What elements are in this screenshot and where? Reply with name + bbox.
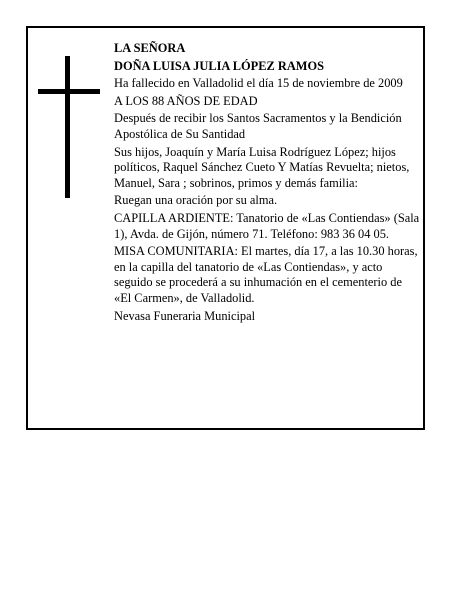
prayer-request: Ruegan una oración por su alma. bbox=[114, 193, 278, 208]
mass-details: MISA COMUNITARIA: El martes, día 17, a las 10.30 horas, en la capilla del tanatorio de «Las Contiendas», y acto seguido se procederá a su inhumación en el cementerio de «El Carmen», de Valladolid. bbox=[114, 244, 418, 305]
obituary-notice bbox=[26, 26, 425, 430]
funeral-home-name: Nevasa Funeraria Municipal bbox=[114, 308, 256, 323]
latin-cross-icon bbox=[38, 56, 100, 198]
cross-vertical-bar bbox=[65, 56, 70, 198]
death-announcement: Ha fallecido en Valladolid el día 15 de noviembre de 2009 bbox=[114, 76, 403, 91]
sacraments-text: Después de recibir los Santos Sacramentos y la Bendición Apostólica de Su Santidad bbox=[114, 111, 402, 141]
notice-text-block bbox=[114, 41, 420, 326]
family-list: Sus hijos, Joaquín y María Luisa Rodríguez López; hijos políticos, Raquel Sánchez Cueto Y Matías Revuelta; nietos, Manuel, Sara ; sobrinos, primos y demás familia: bbox=[114, 144, 410, 190]
age-at-death: A LOS 88 AÑOS DE EDAD bbox=[114, 93, 258, 108]
deceased-name: DOÑA LUISA JULIA LÓPEZ RAMOS bbox=[114, 58, 324, 73]
cross-horizontal-bar bbox=[38, 89, 100, 94]
chapel-details: CAPILLA ARDIENTE: Tanatorio de «Las Contiendas» (Sala 1), Avda. de Gijón, número 71. Teléfono: 983 36 04 05. bbox=[114, 210, 420, 241]
notice-title: LA SEÑORA bbox=[114, 41, 186, 55]
